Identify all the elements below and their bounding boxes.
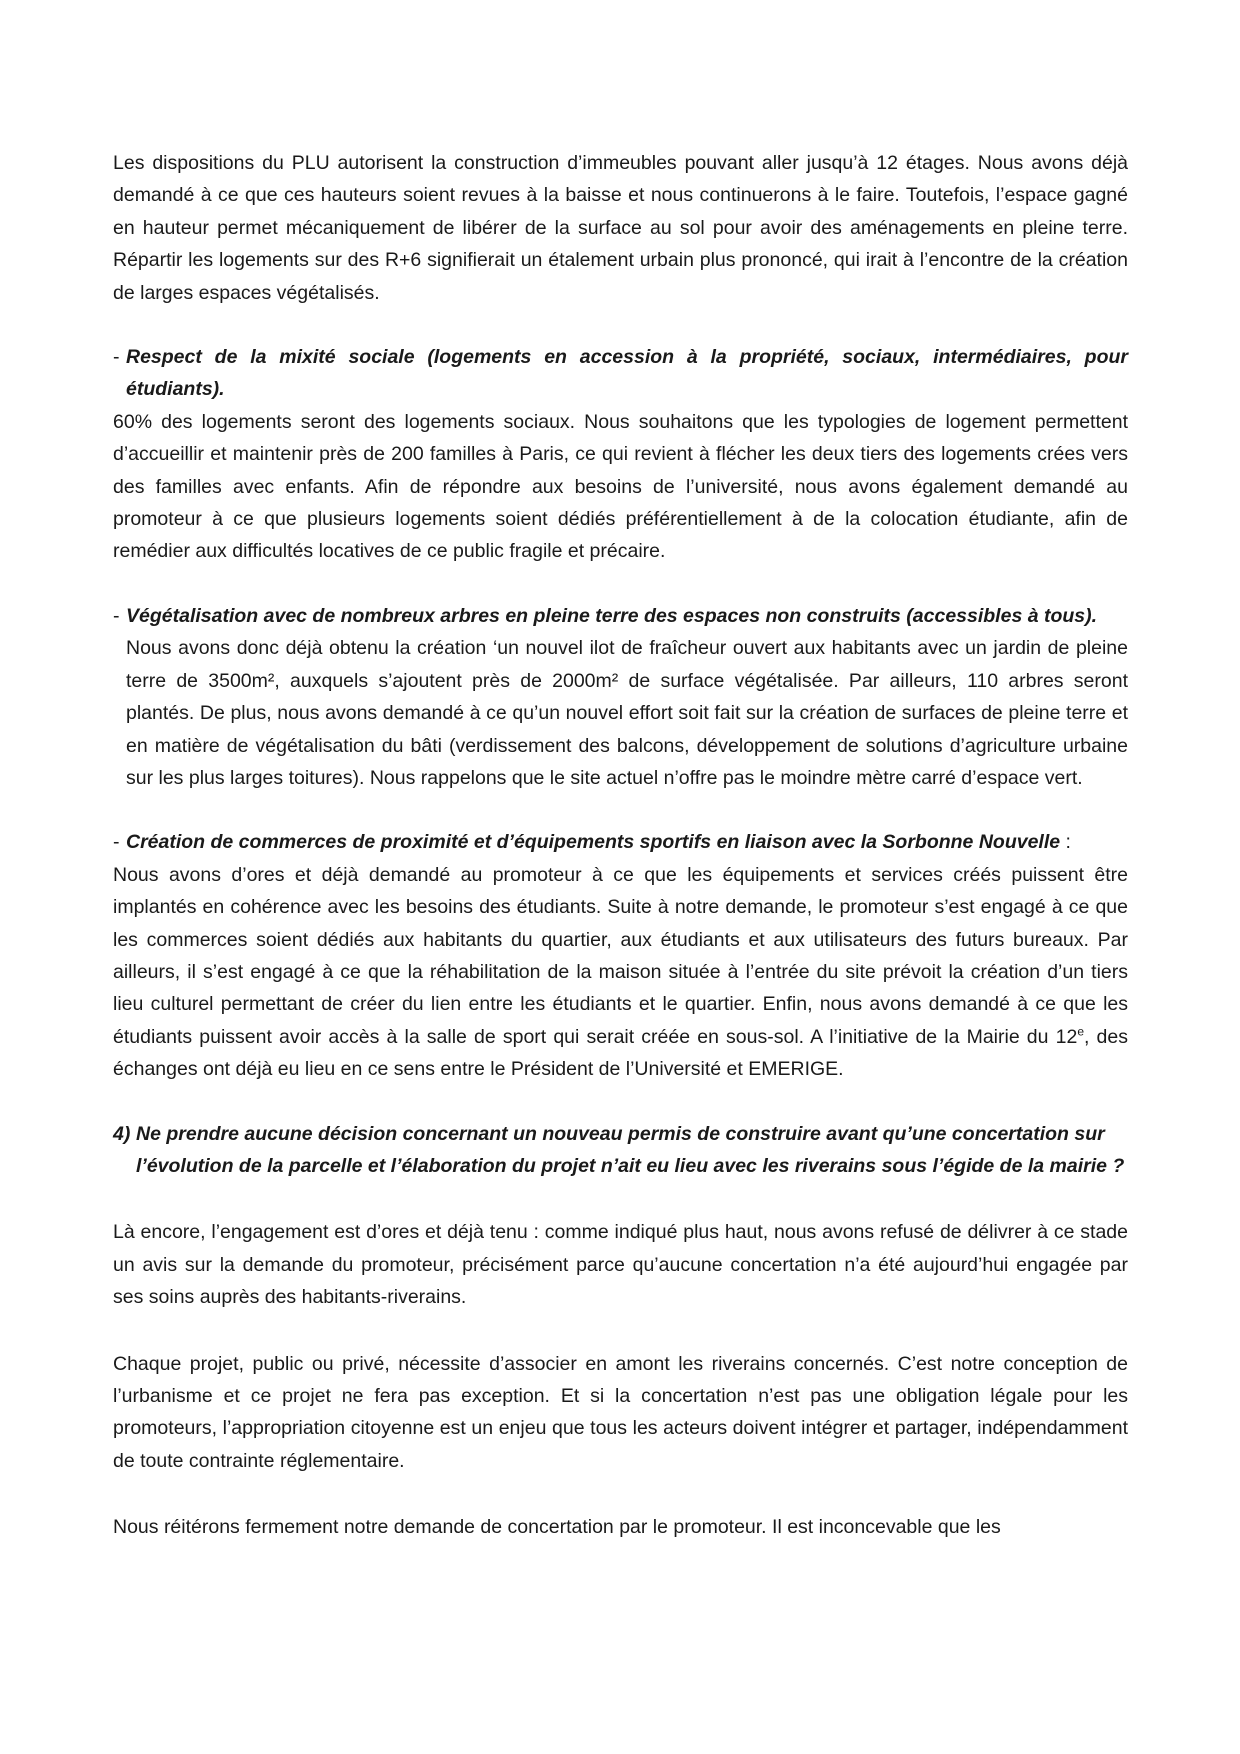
paragraph-shops-sports-text: Nous avons d’ores et déjà demandé au promoteur à ce que les équipements et services créés puissent être implantés en cohérence avec les besoins des étudiants. Suite à notre demande, le promoteur s’est engagé à ce que les commerces soient dédiés aux habitants du quartier, aux étudiants et aux utilisateurs des futurs bureaux. Par ailleurs, il s’est engagé à ce que la réhabilitation de la maison située à l’entrée du site prévoit la création d’un tiers lieu culturel permettant de créer du lien entre les étudiants et le quartier. Enfin, nous avons demandé à ce que les étudiants puissent avoir accès à la salle de sport qui serait créée en sous-sol. A l’initiative de la Mairie du 12 [113,863,1128,1048]
bullet-dash: - [113,346,120,369]
heading-shops-sports-text: Création de commerces de proximité et d’équipements sportifs en liaison avec la Sorbonne Nouvelle [126,831,1061,854]
superscript-e: e [1077,1024,1084,1039]
heading-colon: : [1060,831,1071,854]
bullet-dash: - [113,831,120,854]
heading-social-mix [113,341,1128,406]
paragraph-commitment-kept: Là encore, l’engagement est d’ores et déjà tenu : comme indiqué plus haut, nous avons refusé de délivrer à ce stade un avis sur la demande du promoteur, précisément parce qu’aucune concertation n’a été aujourd’hui engagée par ses soins auprès des habitants-riverains. [113,1221,1128,1309]
question-4 [113,1118,1128,1183]
bullet-dash: - [113,604,120,627]
paragraph-shops-sports [113,859,1128,1086]
heading-social-mix-text: Respect de la mixité sociale (logements en accession à la propriété, sociaux, intermédiaires, pour étudiants). [126,346,1128,401]
question-4-text: Ne prendre aucune décision concernant un nouveau permis de construire avant qu’une concertation sur l’évolution de la parcelle et l’élaboration du projet n’ait eu lieu avec les riverains sous l’égide de la mairie ? [136,1122,1125,1177]
paragraph-shops-sports-end: , des échanges ont déjà eu lieu en ce sens entre le Président de l’Université et EMERIGE. [113,1025,1128,1081]
heading-shops-sports [113,826,1128,858]
paragraph-reiterate: Nous réitérons fermement notre demande de concertation par le promoteur. Il est inconcevable que les [113,1516,1001,1539]
paragraph-each-project: Chaque projet, public ou privé, nécessite d’associer en amont les riverains concernés. C’est notre conception de l’urbanisme et ce projet ne fera pas exception. Et si la concertation n’est pas une obligation légale pour les promoteurs, l’appropriation citoyenne est un enjeu que tous les acteurs doivent intégrer et partager, indépendamment de toute contrainte réglementaire. [113,1352,1128,1472]
question-number: 4) [113,1122,131,1145]
paragraph-greenery: Nous avons donc déjà obtenu la création ‘un nouvel ilot de fraîcheur ouvert aux habitants avec un jardin de pleine terre de 3500m², auxquels s’ajoutent près de 2000m² de surface végétalisée. Par ailleurs, 110 arbres seront plantés. De plus, nous avons demandé à ce qu’un nouvel effort soit fait sur la création de surfaces de pleine terre et en matière de végétalisation du bâti (verdissement des balcons, développement de solutions d’agriculture urbaine sur les plus larges toitures). Nous rappelons que le site actuel n’offre pas le moindre mètre carré d’espace vert. [126,637,1128,789]
heading-greenery [113,600,1128,632]
paragraph-plu-heights: Les dispositions du PLU autorisent la construction d’immeubles pouvant aller jusqu’à 12 étages. Nous avons déjà demandé à ce que ces hauteurs soient revues à la baisse et nous continuerons à le faire. Toutefois, l’espace gagné en hauteur permet mécaniquement de libérer de la surface au sol pour avoir des aménagements en pleine terre. Répartir les logements sur des R+6 signifierait un étalement urbain plus prononcé, qui irait à l’encontre de la création de larges espaces végétalisés. [113,152,1128,304]
document-body [113,147,1128,1544]
heading-greenery-text: Végétalisation avec de nombreux arbres en pleine terre des espaces non construits (accessibles à tous). [126,604,1098,627]
paragraph-social-housing: 60% des logements seront des logements sociaux. Nous souhaitons que les typologies de logement permettent d’accueillir et maintenir près de 200 familles à Paris, ce qui revient à flécher les deux tiers des logements crées vers des familles avec enfants. Afin de répondre aux besoins de l’université, nous avons également demandé au promoteur à ce que plusieurs logements soient dédiés préférentiellement à de la colocation étudiante, afin de remédier aux difficultés locatives de ce public fragile et précaire. [113,410,1128,563]
